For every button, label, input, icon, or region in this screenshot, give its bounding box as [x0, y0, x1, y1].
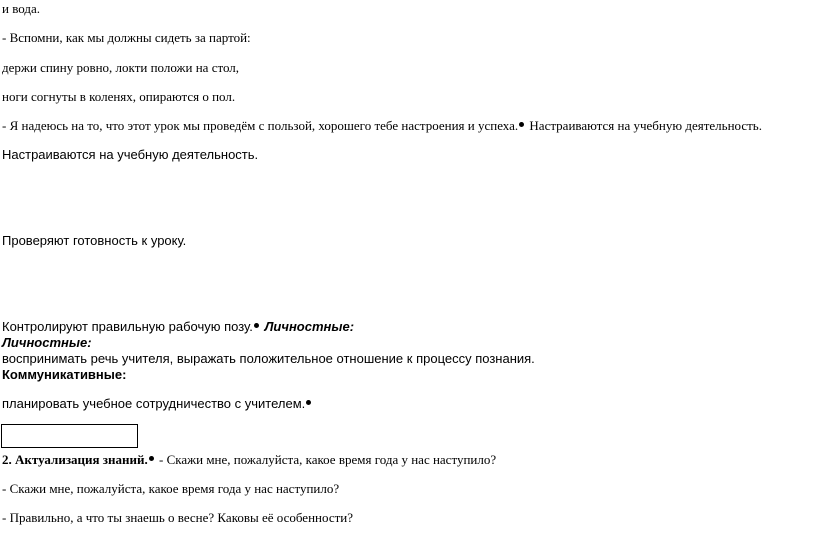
text-line-7: Проверяют готовность к уроку. [2, 233, 187, 248]
text-line-12 [2, 396, 313, 412]
bullet-icon [254, 323, 259, 328]
text-line-13 [2, 452, 496, 468]
text-line-5 [2, 118, 762, 134]
personal-heading: Личностные: [2, 335, 92, 350]
posture-text: Контролируют правильную рабочую позу. [2, 319, 253, 334]
personal-heading-inline: Личностные: [260, 319, 355, 334]
text-line-8 [2, 319, 354, 335]
teacher-wish-text: - Я надеюсь на то, что этот урок мы проведём с пользой, хорошего тебе настроения и успеха. [2, 118, 519, 133]
text-line-2: - Вспомни, как мы должны сидеть за партой: [2, 30, 251, 45]
communicative-heading: Коммуникативные: [2, 367, 127, 382]
bullet-icon [149, 456, 154, 461]
text-line-6: Настраиваются на учебную деятельность. [2, 147, 259, 162]
bullet-icon [306, 400, 311, 405]
communicative-description: планировать учебное сотрудничество с учителем. [2, 396, 306, 411]
empty-cell-box [1, 424, 138, 448]
personal-description: воспринимать речь учителя, выражать положительное отношение к процессу познания. [2, 351, 535, 366]
bullet-icon [519, 122, 524, 127]
text-line-15: - Правильно, а что ты знаешь о весне? Каковы её особенности? [2, 510, 353, 525]
text-line-1: и вода. [2, 1, 41, 16]
text-line-4: ноги согнуты в коленях, опираются о пол. [2, 89, 236, 104]
text-line-3: держи спину ровно, локти положи на стол, [2, 60, 240, 75]
student-activity-text: Настраиваются на учебную деятельность. [526, 118, 762, 133]
question-text: - Скажи мне, пожалуйста, какое время года у нас наступило? [155, 452, 497, 467]
section-heading: 2. Актуализация знаний. [2, 452, 148, 467]
text-line-14: - Скажи мне, пожалуйста, какое время года у нас наступило? [2, 481, 340, 496]
